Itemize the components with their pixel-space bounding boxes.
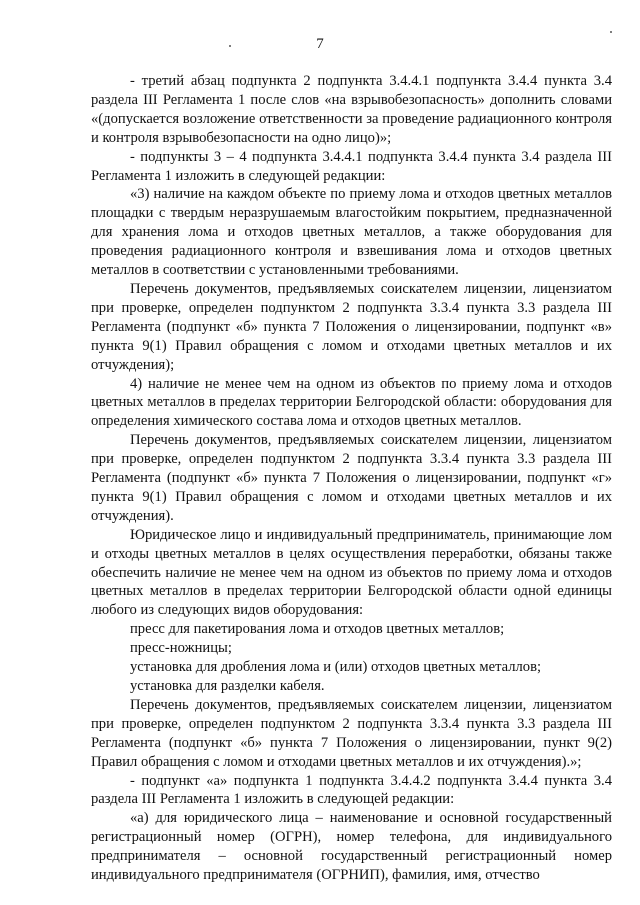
paragraph-13: - подпункт «а» подпункта 1 подпункта 3.4.4.2 подпункта 3.4.4 пункта 3.4 раздела III Регламента 1 изложить в следующей редакции: <box>91 772 612 808</box>
equipment-list-item: пресс для пакетирования лома и отходов цветных металлов; <box>130 621 505 638</box>
equipment-list-item: пресс-ножницы; <box>130 640 232 657</box>
equipment-list-item: установка для разделки кабеля. <box>130 678 325 694</box>
paragraph-3: «3) наличие на каждом объекте по приему лома и отходов цветных металлов площадки с твердым неразрушаемым влагостойким покрытием, предназначенной для хранения лома и отходов цветных металлов, а также оборудования для проведения радиационного контроля и взвешивания лома и отходов цветных металлов в соответствии с установленными требованиями. <box>91 186 612 279</box>
scan-speck <box>229 45 231 47</box>
paragraph-12: Перечень документов, предъявляемых соискателем лицензии, лицензиатом при проверке, определен подпунктом 2 подпункта 3.3.4 пункта 3.3 раздела III Регламента (подпункт «б» пункта 7 Положения о лицензировании, пункт 9(2) Правил обращения с ломом и отходами цветных металлов и их отчуждения).»; <box>91 696 612 770</box>
equipment-list-item: установка для дробления лома и (или) отходов цветных металлов; <box>130 659 542 676</box>
page-number: 7 <box>316 36 324 52</box>
paragraph-14: «а) для юридического лица – наименование и основной государственный регистрационный номер (ОГРН), номер телефона, для индивидуального предпринимателя – основной государственный регистрационный номер индивидуального предпринимателя (ОГРНИП), фамилия, имя, отчество <box>91 810 612 884</box>
document-body <box>91 72 612 885</box>
paragraph-1: - третий абзац подпункта 2 подпункта 3.4.4.1 подпункта 3.4.4 пункта 3.4 раздела III Регламента 1 после слов «на взрывобезопасность» дополнить словами «(допускается возложение ответственности за проведение радиационного контроля и контроля взрывобезопасности на одно лицо)»; <box>91 73 612 146</box>
paragraph-5: 4) наличие не менее чем на одном из объектов по приему лома и отходов цветных металлов в пределах территории Белгородской области: оборудования для определения химического состава лома и отходов цветных металлов. <box>91 375 612 430</box>
paragraph-6: Перечень документов, предъявляемых соискателем лицензии, лицензиатом при проверке, определен подпунктом 2 подпункта 3.3.4 пункта 3.3 раздела III Регламента (подпункт «б» пункта 7 Положения о лицензировании, подпункт «г» пункта 9(1) Правил обращения с ломом и отходами цветных металлов и их отчуждения). <box>91 432 612 524</box>
paragraph-2: - подпункты 3 – 4 подпункта 3.4.4.1 подпункта 3.4.4 пункта 3.4 раздела III Регламента 1 изложить в следующей редакции: <box>91 148 612 184</box>
scan-speck <box>610 31 612 33</box>
paragraph-7: Юридическое лицо и индивидуальный предприниматель, принимающие лом и отходы цветных металлов в целях осуществления переработки, обязаны также обеспечить наличие не менее чем на одном из объектов по приему лома и отходов цветных металлов в пределах территории Белгородской области одной единицы любого из следующих видов оборудования: <box>91 526 612 619</box>
paragraph-4: Перечень документов, предъявляемых соискателем лицензии, лицензиатом при проверке, определен подпунктом 2 подпункта 3.3.4 пункта 3.3 раздела III Регламента (подпункт «б» пункта 7 Положения о лицензировании, подпункт «в» пункта 9(1) Правил обращения с ломом и отходами цветных металлов и их отчуждения); <box>91 280 612 373</box>
